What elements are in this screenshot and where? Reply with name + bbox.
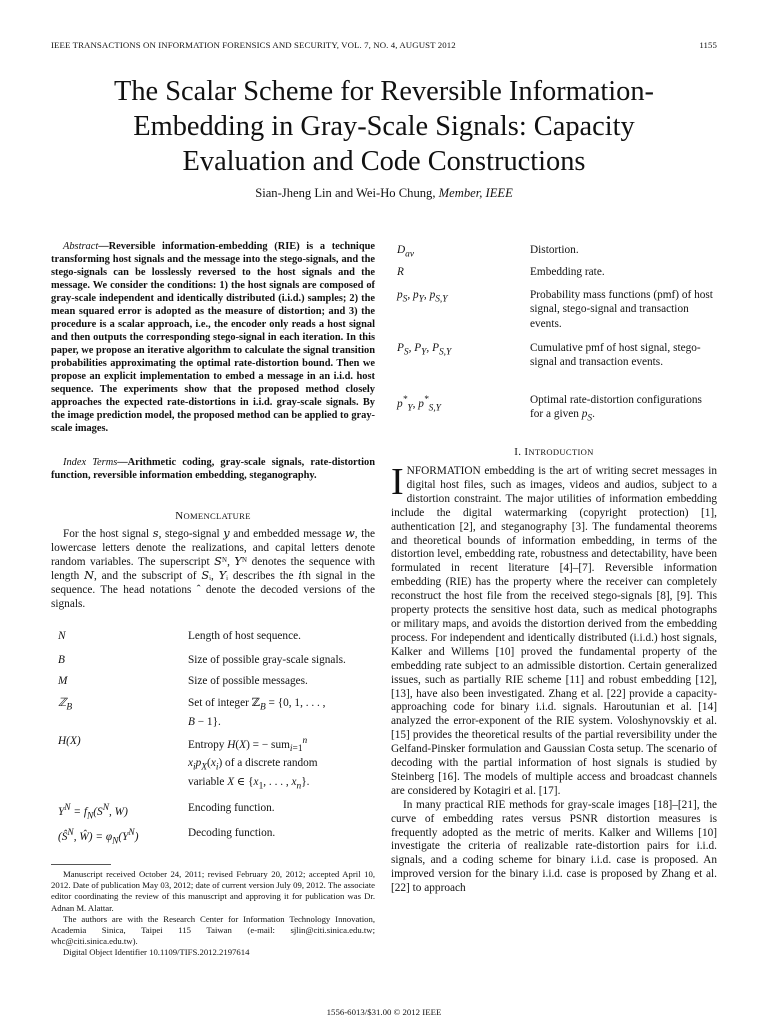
title-line: The Scalar Scheme for Reversible Information-: [113, 76, 654, 107]
footnote: Manuscript received October 24, 2011; revised February 20, 2012; accepted April 10, 2012. Date of publication May 03, 2012; date of current version July 09, 2012. The associate editor coordinating the review of this manuscript and approving it for publication was Dr. Adnan M. Alattar. The authors are with the Research Center for Information Technology Innovation, Academia Sinica, Taipei 115 Taiwan (e-mail: sjlin@citi.sinica.edu.tw; whc@citi.sinica.edu.tw). Digital Object Identifier 10.1109/TIFS.2012.2197614: [51, 869, 375, 958]
nomenclature-symbol: $D_{av}$: [397, 244, 415, 260]
nomenclature-entry: [58, 653, 378, 667]
nomenclature-entry: [397, 265, 717, 279]
abstract-label: Abstract: [63, 241, 99, 252]
nomenclature-entry: [58, 629, 378, 643]
footnote-rule: [51, 864, 111, 865]
author-names: Sian-Jheng Lin and Wei-Ho Chung,: [255, 186, 436, 200]
abstract: [51, 240, 375, 435]
nomenclature-entry: [58, 826, 378, 848]
introduction-heading: I. INTRODUCTION: [514, 446, 594, 458]
author-affiliation: Member, IEEE: [438, 186, 513, 200]
nomenclature-symbol: $P_S$, $P_Y$, $P_{S,Y}$: [397, 342, 452, 358]
nomenclature-description: Decoding function.: [188, 827, 276, 839]
nomenclature-symbol: B: [58, 654, 65, 666]
journal-info: IEEE TRANSACTIONS ON INFORMATION FORENSICS AND SECURITY, VOL. 7, NO. 4, AUGUST 2012: [51, 40, 456, 50]
nomenclature-heading: NOMENCLATURE: [175, 510, 251, 522]
index-terms-text: —Arithmetic coding, gray-scale signals, rate-distortion function, reversible information embedding, steganography.: [51, 457, 375, 481]
page-footer: 1556-6013/$31.00 © 2012 IEEE: [326, 1007, 442, 1017]
nomenclature-description: Optimal rate-distortion configurations for a given $p_S$.: [530, 394, 702, 424]
nomenclature-entry: [397, 341, 717, 369]
nomenclature-symbol: N: [58, 630, 66, 642]
index-terms: [51, 456, 375, 482]
nomenclature-description: Encoding function.: [188, 802, 275, 814]
paragraph: In many practical RIE methods for gray-scale images [18]–[21], the curve of embedding rates versus PSNR distortion measures is frequently adopted as the metric of merits. Kalker and Willems [10] investigate the criteria of realizable rate-distortion pairs for i.i.d. signals, and a coding scheme for binary i.i.d. case is proposed. An improved version for the binary i.i.d. case is proposed by Zhang et al. [22] to approach: [391, 798, 717, 895]
nomenclature-entry: [58, 696, 378, 728]
nomenclature-symbol: $Y^N = f_N(S^N$, W): [58, 803, 128, 822]
authors: [0, 186, 768, 201]
nomenclature-entry: [397, 243, 717, 262]
nomenclature-description: Size of possible messages.: [188, 675, 308, 687]
nomenclature-symbol: M: [58, 675, 68, 687]
nomenclature-description: Length of host sequence.: [188, 630, 301, 642]
nomenclature-symbol: ($Ŝ^N$, Ŵ) = $\varphi_N(Y^N)$: [58, 828, 139, 847]
nomenclature-entry: [397, 393, 717, 424]
nomenclature-entry: [58, 674, 378, 688]
nomenclature-entry: [397, 288, 717, 330]
paper-title: [40, 74, 728, 179]
nomenclature-symbol: R: [397, 266, 404, 278]
nomenclature-symbol: $p_S$, $p_Y$, $p_{S,Y}$: [397, 289, 448, 305]
nomenclature-entry: [58, 734, 378, 792]
nomenclature-symbol: ℤ$_B$: [58, 697, 73, 713]
page-number: 1155: [699, 40, 717, 50]
nomenclature-description: Embedding rate.: [530, 266, 605, 278]
nomenclature-description: Probability mass functions (pmf) of host signal, stego-signal and transaction events.: [530, 289, 713, 330]
paragraph: INFORMATION embedding is the art of writing secret messages in digital host files, such as images, videos and audios, subject to a distortion constraint. The major utilities of information embedding include the digital watermarking (copyright protection) [1], authentication [2], and steganography [3]. The fundamental theorems and theoretical bounds of information embedding, in terms of the distortion level, embedding rate, robustness and detectability, have been formulated in recent literature [4]–[7]. Reversible information embedding (RIE) has the property where the receiver can completely reconstruct the host file from the received stego-signals [8], [9]. This property protects the sensitive host data, such as medical photographs or military maps, and avoids the distortion derived from the embedding process. For independent and identically distributed (i.i.d.) host signals, Kalker and Willems [10] proved the fundamental property of the embedding rate subject to an admissible distortion. Certain generalized issues, such as partially RIE scheme [11] and robust embedding [12], [13], have also been investigated. Zhang et al. [22] provide a capacity-approaching code for binary i.i.d. signals. Haroutunian et al. [14] analyzed the error-exponent of the RIE system. Voloshynovskiy et al. [15] provides the theoretical results of the partial reversibility under the Gelfand-Pinsker formulation and Gaussian Costa setup. The scenario of decoding with the partial information of host signals is studied by Steinberg [16]. The models of multiple access and broadcast channels are considered by Kotagiri et al. [17].: [391, 461, 717, 797]
index-terms-label: Index Terms: [63, 457, 118, 468]
title-line: Embedding in Gray-Scale Signals: Capacity: [133, 111, 635, 142]
nomenclature-intro: For the host signal 𝑠, stego-signal 𝑦 and embedded message 𝑤, the lowercase letters denote the realizations, and capital letters denote random variables. The superscript 𝑆ᴺ, 𝑌ᴺ denotes the sequence with length 𝑁, and the subscript of 𝑆ᵢ, 𝑌ᵢ describes the 𝑖th signal in the sequence. The head notations ˆ denote the decoded versions of the signals.: [51, 528, 375, 610]
nomenclature-description: Set of integer ℤ$_B$ = {0, 1, . . . , B − 1}.: [188, 697, 326, 728]
drop-cap: I: [391, 461, 404, 503]
nomenclature-entry: [58, 801, 378, 823]
nomenclature-description: Entropy H(X) = − sum$_{i=1}^n$ $x_ip_X(x_i)$ of a discrete random variable X ∈ {$x_1$, . . . , $x_n$}.: [188, 736, 318, 792]
nomenclature-description: Size of possible gray-scale signals.: [188, 654, 346, 666]
nomenclature-description: Distortion.: [530, 244, 579, 256]
nomenclature-description: Cumulative pmf of host signal, stego-signal and transaction events.: [530, 342, 701, 369]
nomenclature-symbol: $p^*_Y$, $p^*_{S,Y}$: [397, 395, 441, 414]
title-line: Evaluation and Code Constructions: [182, 146, 586, 177]
abstract-text: —Reversible information-embedding (RIE) is a technique transforming host signals and the message into the stego-signals, and the stego-signals can be losslessly reversed to the host signals and the message. We consider the conditions: 1) the host signals are composed of gray-scale independent and identically distributed (i.i.d.) samples; 2) the mean squared error is adopted as the measure of distortion; and 3) the procedure is a scalar approach, i.e., the encoder only reads a host signal and then outputs the corresponding stego-signal in each iteration. In this paper, we propose an iterative algorithm to calculate the signal transition probabilities approximating the optimal rate-distortion bound. Then we propose an explicit implementation to embed a message in an i.i.d. host sequence. The experiments show that the proposed method closely approaches the expected rate-distortions in i.i.d. gray-scale signals. By the image prediction model, the proposed method can be applied to gray-scale images.: [51, 241, 375, 434]
introduction-body: [391, 461, 717, 896]
nomenclature-symbol: H(X): [58, 735, 81, 747]
